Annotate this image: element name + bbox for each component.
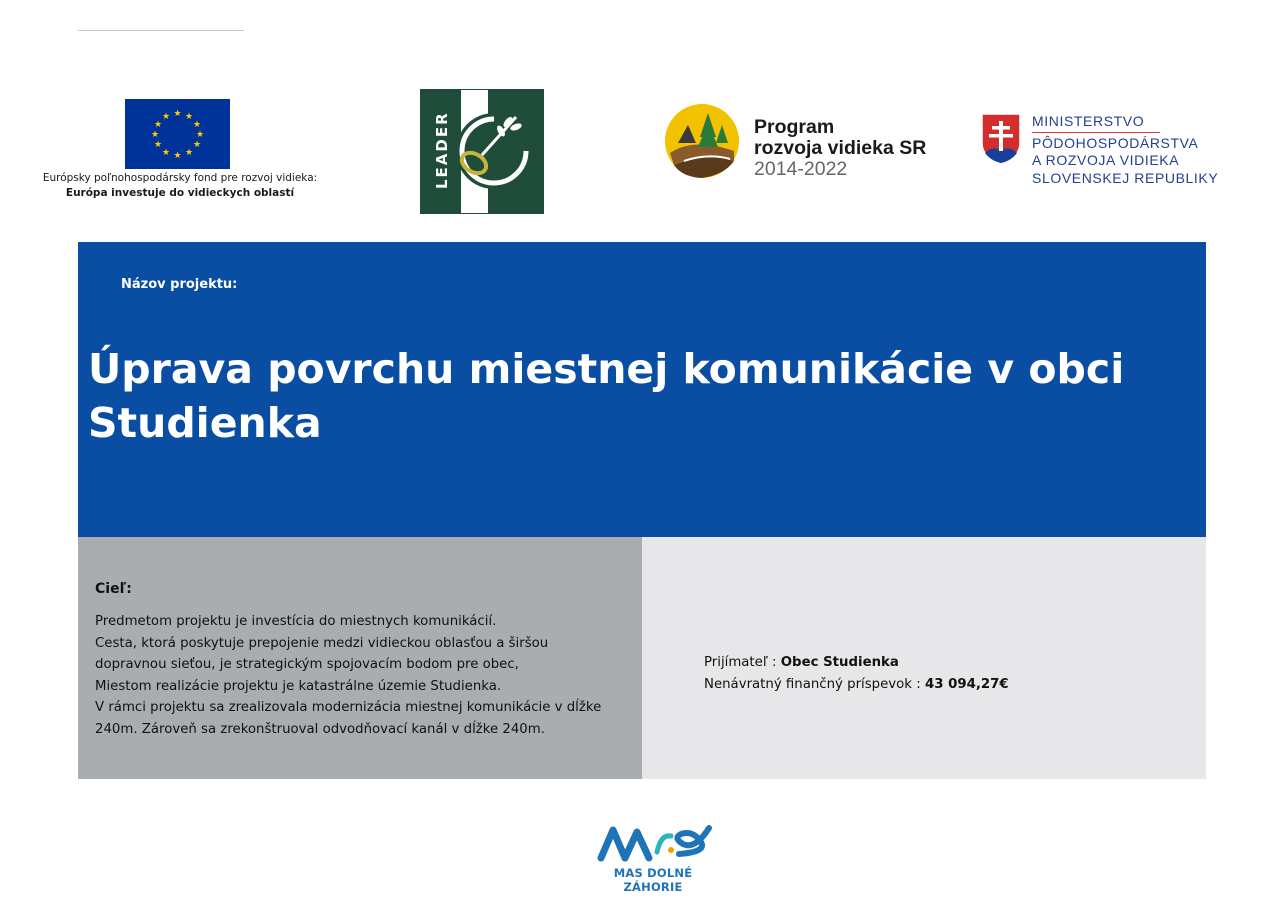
goal-label: Cieľ: <box>95 581 132 597</box>
prv-line3: 2014-2022 <box>754 158 848 180</box>
prv-logo-text <box>754 117 926 180</box>
recipient-label: Prijímateľ : <box>704 655 781 670</box>
info-panel <box>642 537 1206 779</box>
project-info <box>704 652 1009 696</box>
svg-text:★: ★ <box>161 148 171 158</box>
goal-line: Cesta, ktorá poskytuje prepojenie medzi vidieckou oblasťou a širšou <box>95 635 549 651</box>
svg-text:★: ★ <box>173 151 182 161</box>
top-divider-line <box>78 30 244 31</box>
svg-text:★: ★ <box>184 148 194 158</box>
mas-logo-icon <box>597 822 713 862</box>
ministry-line3: A ROZVOJA VIDIEKA <box>1032 152 1180 168</box>
leader-logo-text: LEADER <box>433 111 451 189</box>
goal-line: Miestom realizácie projektu je katastrálne územie Studienka. <box>95 678 502 694</box>
project-name-label: Názov projektu: <box>121 277 238 292</box>
svg-text:★: ★ <box>184 112 194 122</box>
ministry-line4: SLOVENSKEJ REPUBLIKY <box>1032 169 1219 186</box>
eu-caption-line1: Európsky poľnohospodársky fond pre rozvoj vidieka: <box>42 172 318 184</box>
goal-line: dopravnou sieťou, je strategickým spojovacím bodom pre obec, <box>95 657 519 672</box>
ministry-logo-text <box>1032 113 1218 187</box>
eu-flag-icon <box>125 99 230 169</box>
slovak-coat-of-arms-icon <box>981 113 1021 165</box>
prv-line2: rozvoja vidieka SR <box>754 137 927 159</box>
recipient-value: Obec Studienka <box>780 655 899 670</box>
ministry-red-rule <box>1032 132 1160 133</box>
goal-description <box>95 611 635 740</box>
goal-line: 240m. Zároveň sa zrekonštruoval odvodňovací kanál v dĺžke 240m. <box>95 721 545 737</box>
svg-text:★: ★ <box>173 109 182 119</box>
grant-row <box>704 674 1009 696</box>
goal-line: Predmetom projektu je investícia do miestnych komunikácií. <box>95 614 497 629</box>
grant-value: 43 094,27€ <box>924 677 1009 692</box>
goal-panel <box>78 537 642 779</box>
mas-logo-text: MAS DOLNÉ ZÁHORIE <box>613 866 693 894</box>
svg-text:★: ★ <box>161 112 171 122</box>
ministry-line1: MINISTERSTVO <box>1032 113 1145 129</box>
project-title-line2: Studienka <box>88 399 322 447</box>
eu-caption-line2: Európa investuje do vidieckych oblastí <box>65 187 295 199</box>
eu-logo-caption <box>26 171 334 201</box>
goal-line: V rámci projektu sa zrealizovala modernizácia miestnej komunikácie v dĺžke <box>95 700 602 715</box>
project-title-band <box>78 242 1206 537</box>
ministry-line2: PÔDOHOSPODÁRSTVA <box>1032 134 1199 151</box>
svg-text:★: ★ <box>192 120 202 130</box>
project-title <box>88 342 1168 450</box>
grant-label: Nenávratný finančný príspevok : <box>704 677 925 692</box>
svg-text:★: ★ <box>150 130 160 140</box>
svg-text:★: ★ <box>192 140 202 150</box>
project-title-line1: Úprava povrchu miestnej komunikácie v obci <box>88 345 1125 393</box>
prv-emblem-icon <box>664 103 740 179</box>
svg-text:★: ★ <box>153 120 163 130</box>
recipient-row <box>704 652 1009 674</box>
leader-logo <box>420 89 544 214</box>
svg-text:★: ★ <box>195 130 205 140</box>
svg-text:★: ★ <box>153 140 163 150</box>
prv-line1: Program <box>754 116 835 138</box>
